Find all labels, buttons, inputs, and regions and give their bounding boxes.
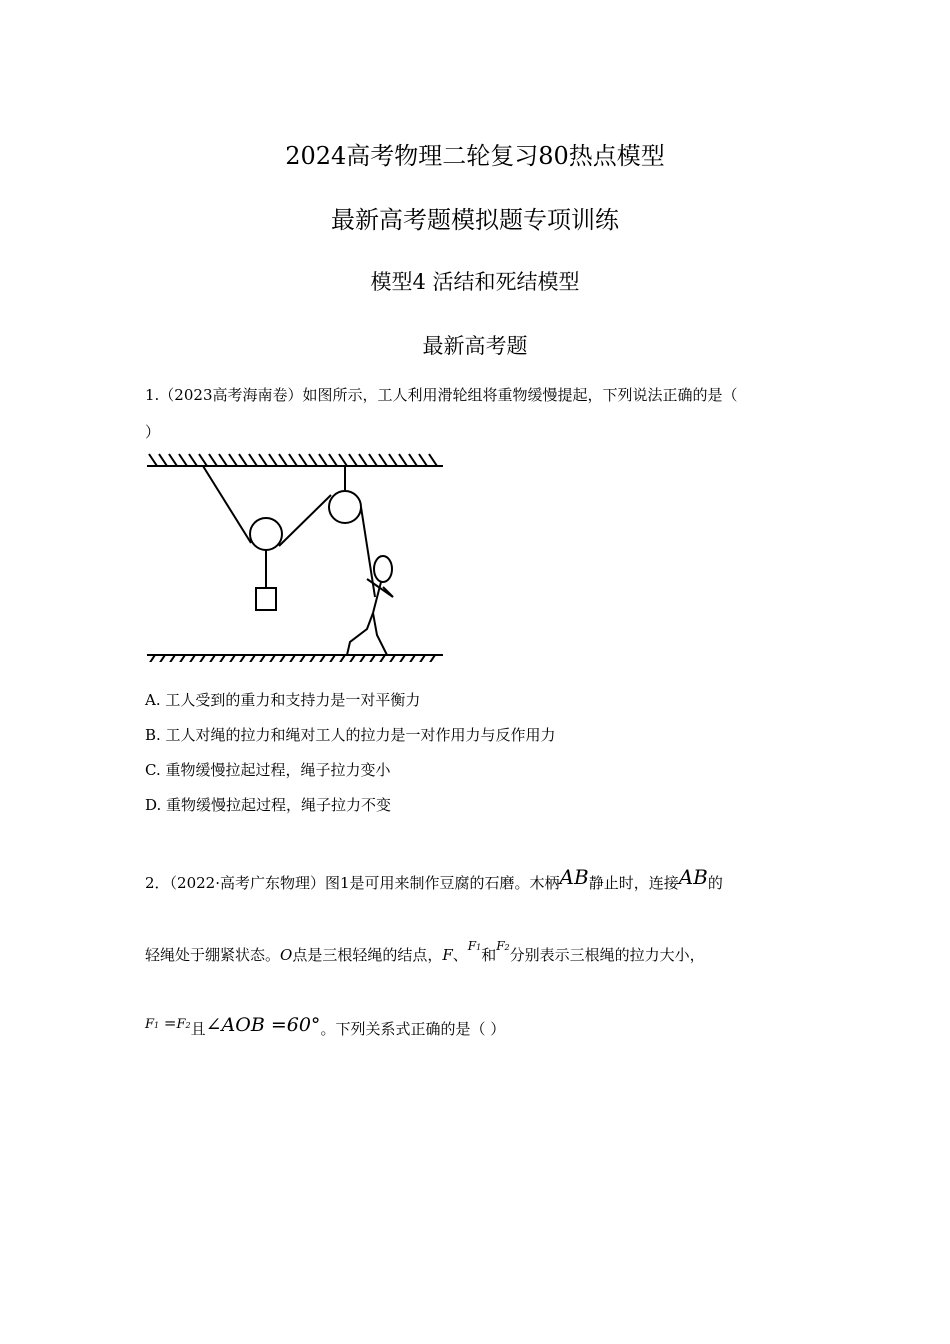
symbol-f1: F1 — [145, 1017, 160, 1032]
ceiling-hatch — [149, 454, 437, 466]
question-1-stem: 1.（2023高考海南卷）如图所示，工人利用滑轮组将重物缓慢提起，下列说法正确的是（ — [145, 386, 738, 404]
model-title: 模型4 活结和死结模型 — [370, 270, 580, 294]
symbol-f: F — [442, 946, 453, 964]
angle-aob: ∠AOB =60° — [205, 1014, 321, 1036]
question-1-stem-end: ） — [145, 423, 161, 441]
page-subtitle: 最新高考题模拟题专项训练 — [331, 206, 619, 234]
question-2-number: 2． — [145, 874, 170, 892]
question-2-line-3: F1 =F2且∠AOB =60°。下列关系式正确的是（ ） — [145, 1014, 506, 1038]
symbol-ab: AB — [559, 865, 589, 889]
symbol-f1: F1 — [467, 939, 482, 953]
option-d: D. 重物缓慢拉起过程，绳子拉力不变 — [145, 796, 392, 814]
option-b: B. 工人对绳的拉力和绳对工人的拉力是一对作用力与反作用力 — [145, 726, 556, 744]
pulley-figure — [145, 447, 445, 662]
section-title: 最新高考题 — [422, 334, 528, 358]
page-title: 2024高考物理二轮复习80热点模型 — [285, 142, 665, 170]
question-2-line-1: 2．（2022·高考广东物理）图1是可用来制作豆腐的石磨。木柄AB静止时，连接AB的 — [145, 865, 723, 892]
symbol-f2: F2 — [176, 1017, 191, 1032]
symbol-o: O — [280, 946, 293, 964]
symbol-ab: AB — [678, 865, 708, 889]
option-a: A. 工人受到的重力和支持力是一对平衡力 — [145, 691, 421, 709]
option-c: C. 重物缓慢拉起过程，绳子拉力变小 — [145, 761, 391, 779]
symbol-f2: F2 — [496, 939, 510, 953]
question-2-line-2: 轻绳处于绷紧状态。O点是三根轻绳的结点，F、$^{F1}$和$^{F2}$分别表示三根绳的拉力大小， — [145, 939, 705, 964]
floor-hatch — [147, 655, 435, 662]
